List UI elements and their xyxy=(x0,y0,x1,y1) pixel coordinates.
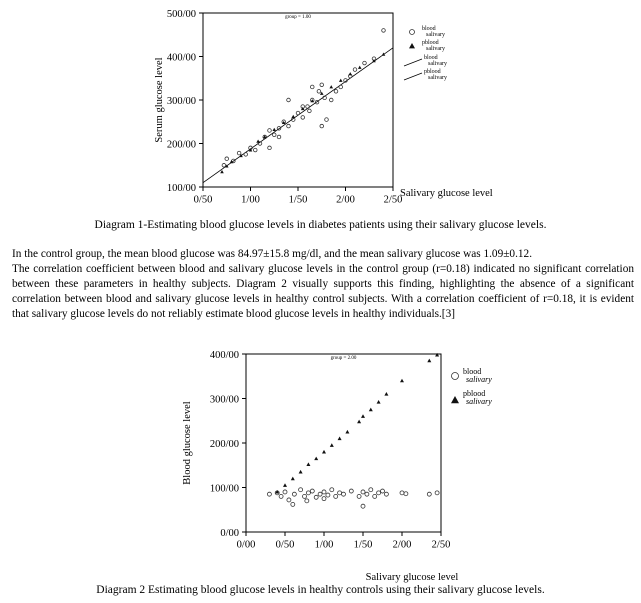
legend-label: salivary xyxy=(426,32,445,38)
x-axis-label: Salivary glucose level xyxy=(400,188,493,199)
legend-label: blood xyxy=(422,26,436,32)
body-text xyxy=(12,247,634,322)
data-point-circle xyxy=(452,373,459,380)
y-tick-label: 100/00 xyxy=(166,183,196,194)
caption-diagram-2: Diagram 2 Estimating blood glucose levels in healthy controls using their salivary glucose levels. xyxy=(96,584,545,596)
legend-label: pblood xyxy=(463,389,486,398)
data-point-triangle xyxy=(409,43,415,48)
legend-label: salivary xyxy=(466,397,492,406)
diagram-1 xyxy=(0,0,641,232)
diagram-2 xyxy=(0,338,641,586)
caption-diagram-1: Diagram 1-Estimating blood glucose levels in diabetes patients using their salivary glucose levels. xyxy=(94,219,547,231)
x-tick-label: 2/00 xyxy=(392,539,412,551)
y-tick-label: 300/00 xyxy=(209,394,239,406)
legend-label: salivary xyxy=(428,75,447,81)
x-tick-label: 0/50 xyxy=(193,194,213,206)
y-tick-label: 200/00 xyxy=(209,439,239,450)
legend-line xyxy=(404,59,422,66)
x-tick-label: 1/00 xyxy=(241,194,260,206)
y-tick-label: 400/00 xyxy=(209,350,239,361)
legend-line xyxy=(404,73,422,80)
legend-label: salivary xyxy=(428,61,447,67)
paragraph-correlation: The correlation coefficient between blood and salivary glucose levels in the control group (r=0.18) indicated no significant correlation between these parameters in healthy subjects. Diagram 2 visually supports this finding, highlighting the absence of a significant correlation between blood and salivary glucose levels in healthy control subjects. With a correlation coefficient of r=0.18, it is evident that salivary glucose levels do not reliably estimate blood glucose levels in healthy individuals.[3] xyxy=(12,263,634,320)
legend-label: salivary xyxy=(466,375,492,384)
x-axis-label: Salivary glucose level xyxy=(365,572,459,583)
y-tick-label: 300/00 xyxy=(166,96,196,107)
chart-title: group = 1.00 xyxy=(285,15,311,20)
x-tick-label: 2/50 xyxy=(431,539,451,551)
data-point-circle xyxy=(410,30,415,35)
legend-label: pblood xyxy=(422,40,439,46)
y-tick-label: 500/00 xyxy=(166,9,196,20)
y-axis-label: Blood glucose level xyxy=(182,401,193,485)
x-tick-label: 1/50 xyxy=(288,194,308,206)
legend-label: blood xyxy=(424,55,438,61)
plot-area xyxy=(246,354,441,532)
y-tick-label: 100/00 xyxy=(209,483,239,495)
legend-label: blood xyxy=(463,367,482,376)
x-tick-label: 1/50 xyxy=(353,539,373,551)
y-axis-label: Serum glucose level xyxy=(154,57,165,143)
data-point-triangle xyxy=(451,396,459,403)
x-tick-label: 2/50 xyxy=(383,194,403,206)
x-tick-label: 1/00 xyxy=(314,539,334,551)
y-tick-label: 0/00 xyxy=(220,528,239,539)
x-tick-label: 2/00 xyxy=(336,194,355,206)
y-tick-label: 400/00 xyxy=(166,52,196,64)
x-tick-label: 0/50 xyxy=(275,539,295,551)
y-tick-label: 200/00 xyxy=(166,139,196,151)
paragraph-control-mean: In the control group, the mean blood glucose was 84.97±15.8 mg/dl, and the mean salivary glucose was 1.09±0.12. xyxy=(12,248,533,260)
chart-title: group = 2.00 xyxy=(330,356,357,361)
legend-label: pblood xyxy=(424,69,441,75)
x-tick-label: 0/00 xyxy=(236,539,256,551)
legend-label: salivary xyxy=(426,46,445,52)
